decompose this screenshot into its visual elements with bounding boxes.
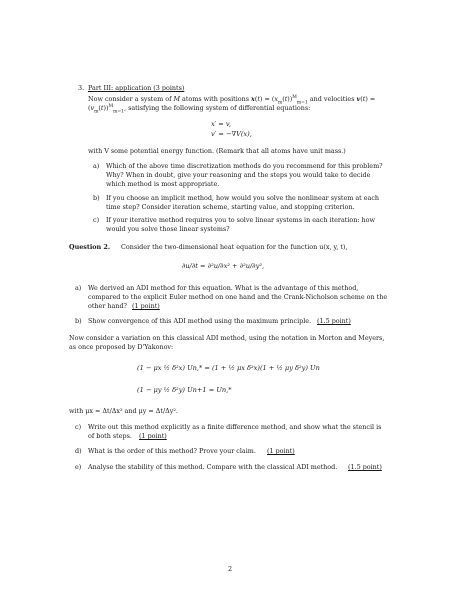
list-item-line: would you solve those linear systems?	[106, 225, 230, 233]
points-label: (1 point)	[267, 447, 295, 455]
list-marker: e)	[75, 463, 82, 471]
variation-text-2: as once proposed by D'Yakonov:	[69, 343, 174, 351]
mu-definition: with μx = Δt/Δx² and μy = Δt/Δy².	[69, 407, 178, 415]
points-label: (1 point)	[132, 302, 160, 310]
list-marker: c)	[93, 216, 100, 224]
question2-text: Consider the two-dimensional heat equation for the function u(x, y, t),	[121, 243, 348, 251]
list-item-line: What is the order of this method? Prove your claim.	[88, 447, 256, 455]
part3-heading: Part III: application (3 points)	[88, 84, 185, 92]
list-marker: b)	[93, 194, 100, 202]
list-item-line: other hand?	[88, 302, 127, 310]
list-item-line: Why? When in doubt, give your reasoning and the steps you would take to decide	[106, 171, 371, 179]
list-marker: a)	[75, 284, 82, 292]
list-item-line: Show convergence of this ADI method using the maximum principle.	[88, 317, 312, 325]
points-label: (1 point)	[139, 432, 167, 440]
points-label: (1.5 point)	[348, 463, 382, 471]
variation-text: Now consider a variation on this classical ADI method, using the notation in Morton and Meyers,	[69, 334, 385, 342]
list-item-line: Which of the above time discretization methods do you recommend for this problem?	[106, 162, 383, 170]
points-label: (1.5 point)	[317, 317, 351, 325]
scheme-equation-2: (1 − μy ½ δ²y) Un+1 = Un,*	[137, 386, 232, 394]
list-item-line: time step? Consider iteration scheme, starting value, and stopping criterion.	[106, 203, 355, 211]
list-item-line: of both steps.	[88, 432, 132, 440]
list-item-line: We derived an ADI method for this equation. What is the advantage of this method,	[88, 284, 359, 292]
list-item-line: If you choose an implicit method, how would you solve the nonlinear system at each	[106, 194, 380, 202]
part3-intro-2: $(v_m(t))^M_{m=1}$, satisfying the following system of differential equations:	[88, 104, 311, 115]
list-item-line: compared to the explicit Euler method on one hand and the Crank-Nicholson scheme on the	[88, 293, 388, 301]
part3-intro: Now consider a system of M atoms with positions $x(t) = (x_m(t))^M_{m=1}$ and velocities v(t) =	[88, 95, 376, 106]
page-number: 2	[228, 565, 233, 573]
list-item-line: If your iterative method requires you to solve linear systems in each iteration: how	[106, 216, 375, 224]
list-item-line: which method is most appropriate.	[106, 180, 220, 188]
list-marker: a)	[93, 162, 100, 170]
list-marker: d)	[75, 447, 82, 455]
ode-equation-2: v′ = −∇V(x),	[211, 130, 252, 138]
list-item-line: Analyse the stability of this method. Compare with the classical ADI method.	[88, 463, 338, 471]
list-marker: b)	[75, 317, 82, 325]
heat-equation: ∂u/∂t = ∂²u/∂x² + ∂²u/∂y²,	[182, 262, 265, 270]
list-marker: c)	[75, 423, 82, 431]
question2-label: Question 2.	[69, 243, 111, 251]
scheme-equation-1: (1 − μx ½ δ²x) Un,* = (1 + ½ μx δ²x)(1 + ½ μy δ²y) Un	[137, 364, 320, 372]
list-item-line: Write out this method explicitly as a finite difference method, and show what the stencil is	[88, 423, 382, 431]
part3-number: 3.	[78, 84, 85, 92]
ode-equation-1: x′ = v,	[211, 120, 231, 128]
part3-remark: with V some potential energy function. (Remark that all atoms have unit mass.)	[88, 147, 346, 155]
